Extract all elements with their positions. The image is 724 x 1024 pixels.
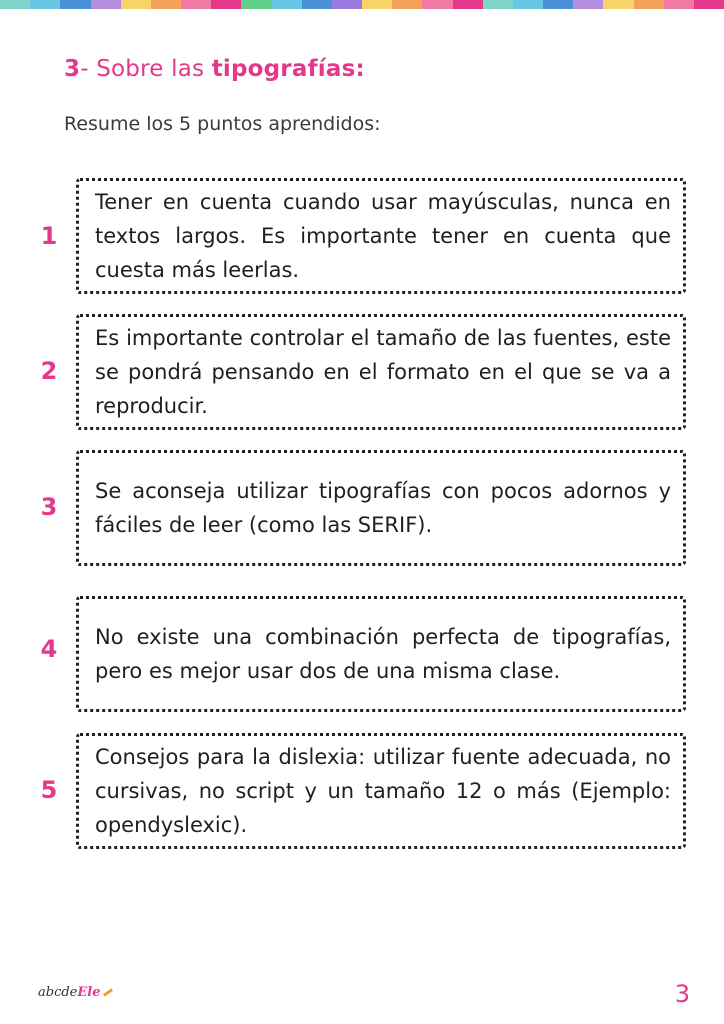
stripe-segment (634, 0, 664, 9)
stripe-segment (272, 0, 302, 9)
summary-box-1 (76, 178, 686, 294)
stripe-segment (241, 0, 271, 9)
stripe-segment (302, 0, 332, 9)
logo-accent-text: Ele (77, 985, 101, 1000)
stripe-segment (0, 0, 30, 9)
stripe-segment (573, 0, 603, 9)
brand-logo (38, 985, 113, 1000)
summary-box-2 (76, 314, 686, 430)
summary-box-3 (76, 450, 686, 566)
summary-box-4 (76, 596, 686, 712)
stripe-segment (151, 0, 181, 9)
stripe-segment (603, 0, 633, 9)
stripe-segment (513, 0, 543, 9)
stripe-segment (483, 0, 513, 9)
instructions-text: Resume los 5 puntos aprendidos: (64, 113, 381, 135)
summary-box-5 (76, 733, 686, 849)
stripe-segment (60, 0, 90, 9)
item-number-4: 4 (40, 635, 58, 663)
stripe-segment (362, 0, 392, 9)
stripe-segment (392, 0, 422, 9)
section-title-prefix: - Sobre las (80, 56, 212, 82)
logo-main-text: abcde (38, 985, 78, 1000)
section-number: 3 (64, 56, 81, 82)
stripe-segment (453, 0, 483, 9)
summary-text-4: No existe una combinación perfecta de tipografías, pero es mejor usar dos de una misma clase. (95, 625, 671, 683)
section-title-emphasis: tipografías: (211, 56, 365, 82)
summary-text-5: Consejos para la dislexia: utilizar fuente adecuada, no cursivas, no script y un tamaño 12 o más (Ejemplo: opendyslexic). (95, 745, 671, 837)
item-number-2: 2 (40, 357, 58, 385)
summary-text-2: Es importante controlar el tamaño de las fuentes, este se pondrá pensando en el formato en el que se va a reproducir. (95, 326, 671, 418)
stripe-segment (91, 0, 121, 9)
page-number: 3 (674, 980, 690, 1008)
stripe-segment (211, 0, 241, 9)
item-number-5: 5 (40, 776, 58, 804)
section-title (64, 56, 365, 82)
stripe-segment (332, 0, 362, 9)
stripe-segment (121, 0, 151, 9)
item-number-3: 3 (40, 493, 58, 521)
top-color-stripe (0, 0, 724, 9)
stripe-segment (694, 0, 724, 9)
summary-text-3: Se aconseja utilizar tipografías con pocos adornos y fáciles de leer (como las SERIF). (95, 479, 671, 537)
pencil-icon (103, 988, 113, 996)
stripe-segment (30, 0, 60, 9)
stripe-segment (664, 0, 694, 9)
stripe-segment (543, 0, 573, 9)
stripe-segment (422, 0, 452, 9)
item-number-1: 1 (40, 222, 58, 250)
summary-text-1: Tener en cuenta cuando usar mayúsculas, nunca en textos largos. Es importante tener en cuenta que cuesta más leerlas. (95, 190, 671, 282)
stripe-segment (181, 0, 211, 9)
